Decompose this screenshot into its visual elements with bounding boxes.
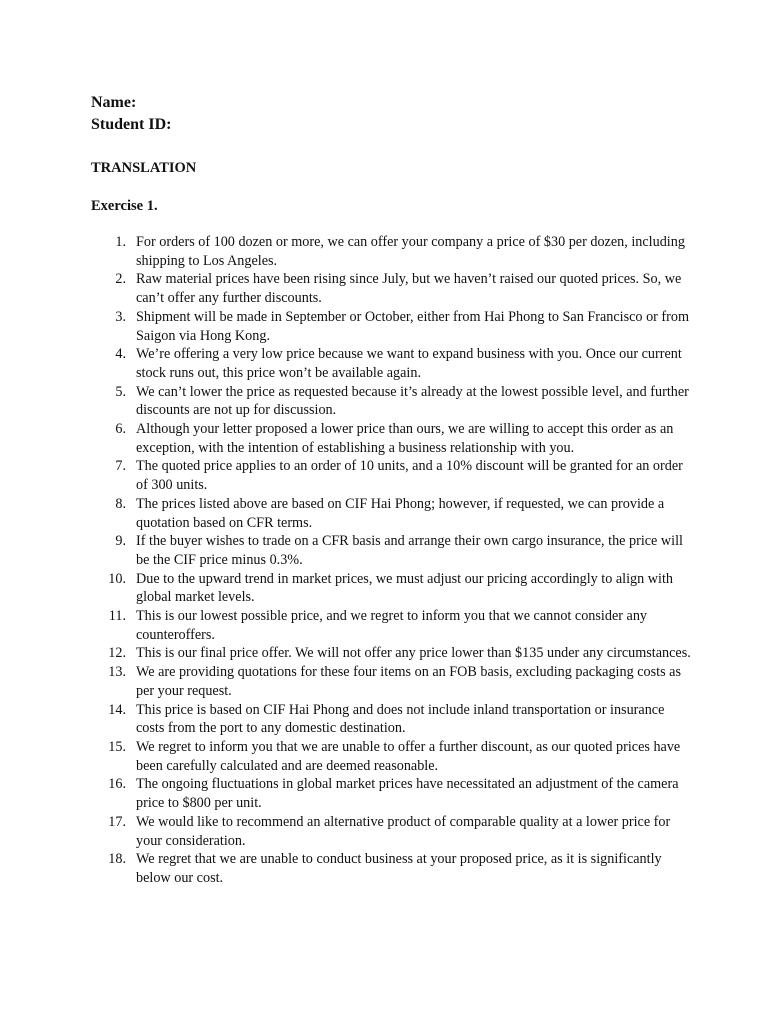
item-text: We can’t lower the price as requested because it’s already at the lowest possible level, and further discounts are not up for discussion. [136,383,689,419]
item-text: Shipment will be made in September or October, either from Hai Phong to San Francisco or from Saigon via Hong Kong. [136,308,690,344]
item-text: If the buyer wishes to trade on a CFR basis and arrange their own cargo insurance, the price will be the CIF price minus 0.3%. [136,533,683,568]
list-item [91,607,691,644]
section-title: TRANSLATION [91,160,197,176]
item-number: 8. [115,495,126,512]
item-number: 7. [115,458,126,475]
item-number: 5. [115,383,126,400]
list-item [91,495,691,532]
item-text: We’re offering a very low price because we want to expand business with you. Once our current stock runs out, this price won’t be available again. [136,346,682,381]
list-item [91,570,691,607]
item-number: 17. [108,813,126,830]
item-number: 4. [115,346,126,363]
item-text: We would like to recommend an alternative product of comparable quality at a lower price for your consideration. [136,813,671,849]
list-item [91,813,691,850]
item-number: 11. [108,608,126,625]
list-item [91,233,691,270]
item-number: 16. [108,776,126,793]
item-text: We regret that we are unable to conduct business at your proposed price, as it is significantly below our cost. [136,851,662,886]
list-item [91,345,691,382]
list-item [91,644,691,663]
item-text: The prices listed above are based on CIF Hai Phong; however, if requested, we can provide a quotation based on CFR terms. [136,495,665,531]
item-number: 1. [115,234,126,250]
item-text: This price is based on CIF Hai Phong and does not include inland transportation or insurance costs from the port to any domestic destination. [136,701,665,737]
list-item [91,308,691,345]
item-number: 15. [108,738,126,755]
list-item [91,663,691,700]
item-text: This is our lowest possible price, and we regret to inform you that we cannot consider any counteroffers. [136,608,648,643]
list-item [91,701,691,738]
item-text: Due to the upward trend in market prices, we must adjust our pricing accordingly to align with global market levels. [136,570,674,606]
exercise-item-list [91,233,691,888]
item-number: 13. [108,664,126,681]
exercise-title: Exercise 1. [91,198,158,214]
item-text: Although your letter proposed a lower price than ours, we are willing to accept this order as an exception, with the intention of establishing a business relationship with you. [136,421,674,456]
list-item [91,738,691,775]
item-number: 12. [108,645,126,662]
item-number: 6. [115,421,126,438]
list-item [91,420,691,457]
item-text: The ongoing fluctuations in global market prices have necessitated an adjustment of the camera price to $800 per unit. [136,776,679,812]
student-id-label: Student ID: [91,116,172,133]
list-item [91,457,691,494]
list-item [91,850,691,887]
item-number: 3. [115,308,126,325]
list-item [91,532,691,569]
item-text: We are providing quotations for these four items on an FOB basis, excluding packaging costs as per your request. [136,664,681,699]
student-header [91,92,171,136]
list-item [91,383,691,420]
item-number: 9. [115,533,126,550]
name-label: Name: [91,94,137,111]
list-item [91,775,691,812]
item-number: 10. [108,570,126,587]
item-text: Raw material prices have been rising since July, but we haven’t raised our quoted prices. So, we can’t offer any further discounts. [136,271,682,307]
list-item [91,270,691,307]
item-text: For orders of 100 dozen or more, we can offer your company a price of $30 per dozen, including shipping to Los Angeles. [136,234,685,269]
item-text: We regret to inform you that we are unable to offer a further discount, as our quoted prices have been carefully calculated and are deemed reasonable. [136,738,681,774]
item-number: 18. [108,851,126,868]
item-number: 14. [108,701,126,718]
item-text: This is our final price offer. We will not offer any price lower than $135 under any circumstances. [136,645,691,662]
item-number: 2. [115,271,126,288]
item-text: The quoted price applies to an order of 10 units, and a 10% discount will be granted for an order of 300 units. [136,458,683,494]
